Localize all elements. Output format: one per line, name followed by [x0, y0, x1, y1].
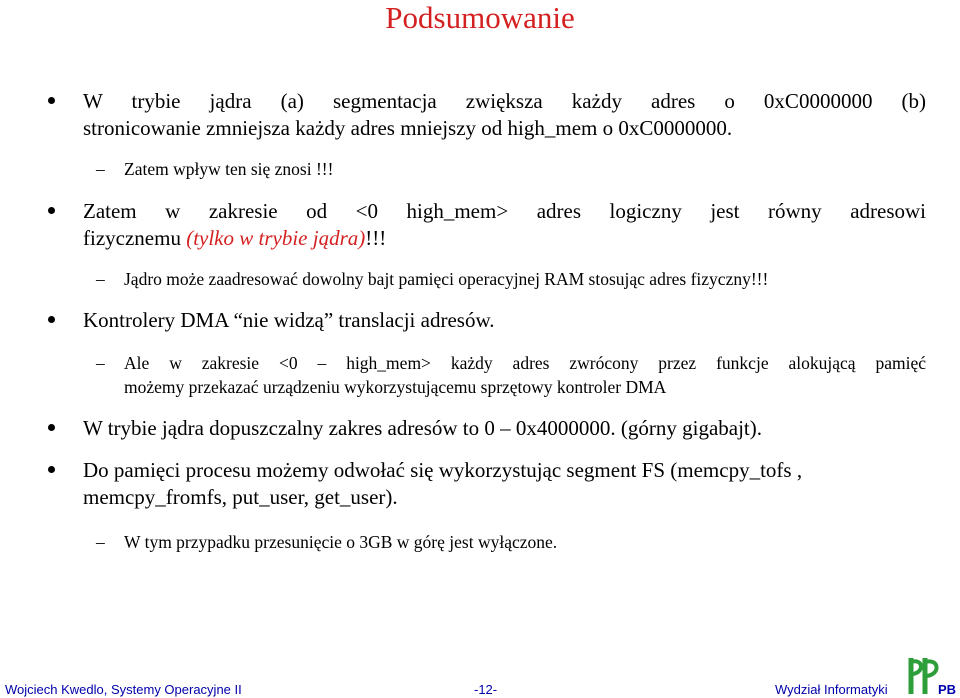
bullet-1-line-1: W trybie jądra (a) segmentacja zwiększa każdy adres o 0xC0000000 (b)	[83, 89, 926, 113]
bullet-2-line-1: Zatem w zakresie od <0 high_mem> adres logiczny jest równy adresowi	[83, 199, 926, 223]
bullet-dot-icon	[48, 466, 55, 473]
bullet-2-exclaim: !!!	[365, 226, 387, 250]
bullet-dot-icon	[48, 207, 55, 214]
bullet-dot-icon	[48, 97, 55, 104]
sub-bullet-1: Zatem wpływ ten się znosi !!!	[124, 159, 334, 179]
bullet-2-line-2	[83, 225, 386, 251]
sub-bullet-3-line-1: Ale w zakresie <0 – high_mem> każdy adres zwrócony przez funkcje alokującą pamięć	[124, 353, 926, 373]
dash-icon: –	[96, 269, 105, 289]
bullet-5-line-1: Do pamięci procesu możemy odwołać się wykorzystując segment FS (memcpy_tofs ,	[83, 458, 803, 482]
dash-icon: –	[96, 159, 105, 179]
bullet-1-line-2: stronicowanie zmniejsza każdy adres mniejszy od high_mem o 0xC0000000.	[83, 116, 733, 140]
bullet-dot-icon	[48, 316, 55, 323]
bullet-2-highlight: (tylko w trybie jądra)	[186, 226, 366, 250]
sub-bullet-2: Jądro może zaadresować dowolny bajt pamięci operacyjnej RAM stosując adres fizyczny!!!	[124, 269, 769, 289]
bullet-2-text: fizycznemu	[83, 226, 187, 250]
bullet-dot-icon	[48, 424, 55, 431]
slide-title: Podsumowanie	[385, 0, 575, 35]
dash-icon: –	[96, 353, 105, 373]
dash-icon: –	[96, 532, 105, 552]
bullet-5-line-2: memcpy_fromfs, put_user, get_user).	[83, 485, 398, 509]
sub-bullet-3-line-2: możemy przekazać urządzeniu wykorzystującemu sprzętowy kontroler DMA	[124, 377, 667, 397]
logo-text: PB	[938, 682, 957, 697]
footer-page-number: -12-	[474, 682, 498, 697]
pb-logo-icon	[903, 654, 943, 698]
footer-author: Wojciech Kwedlo, Systemy Operacyjne II	[5, 682, 242, 697]
footer-faculty: Wydział Informatyki	[775, 682, 888, 697]
bullet-4: W trybie jądra dopuszczalny zakres adresów to 0 – 0x4000000. (górny gigabajt).	[83, 416, 762, 440]
bullet-3: Kontrolery DMA “nie widzą” translacji adresów.	[83, 308, 495, 332]
sub-bullet-5: W tym przypadku przesunięcie o 3GB w górę jest wyłączone.	[124, 532, 558, 552]
